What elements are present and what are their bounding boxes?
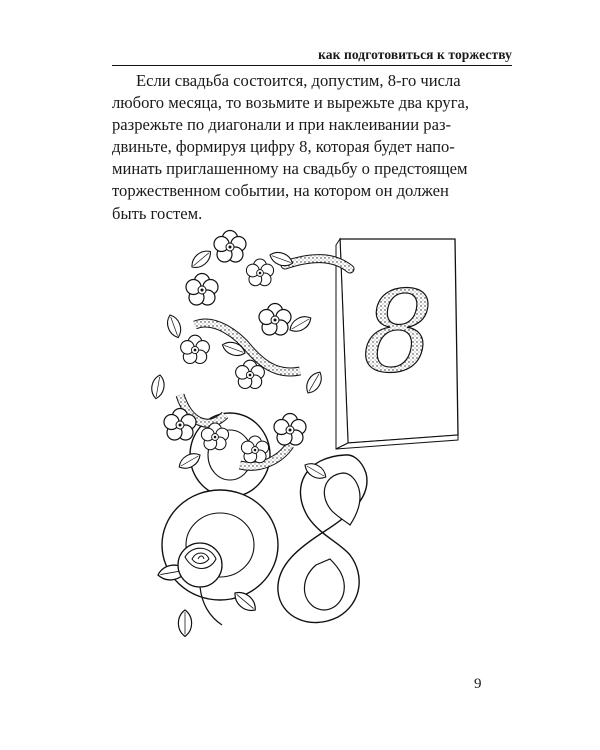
body-line: Если свадьба состоится, допустим, 8-го числа (136, 71, 461, 90)
body-line: любого месяца, то возьмите и вырежьте два круга, (112, 93, 470, 113)
running-head: как подготовиться к торжеству (112, 47, 512, 66)
body-line: минать приглашенному на свадьбу о предстоящем (112, 159, 468, 179)
body-line: двиньте, формируя цифру 8, которая будет напо- (112, 137, 455, 157)
body-line: быть гостем. (112, 203, 203, 223)
page-number: 9 (474, 676, 482, 692)
card-with-eight (336, 239, 458, 449)
body-line: разрежьте по диагонали и при наклеивании раз- (112, 115, 452, 135)
wedding-eight-illustration (140, 225, 470, 655)
card-numeral: 8 (362, 268, 434, 398)
large-outline-eight (278, 455, 367, 623)
body-paragraph (112, 70, 514, 225)
floral-wreath-eight (150, 231, 350, 483)
body-line: торжественном событии, на котором он должен (112, 181, 449, 201)
